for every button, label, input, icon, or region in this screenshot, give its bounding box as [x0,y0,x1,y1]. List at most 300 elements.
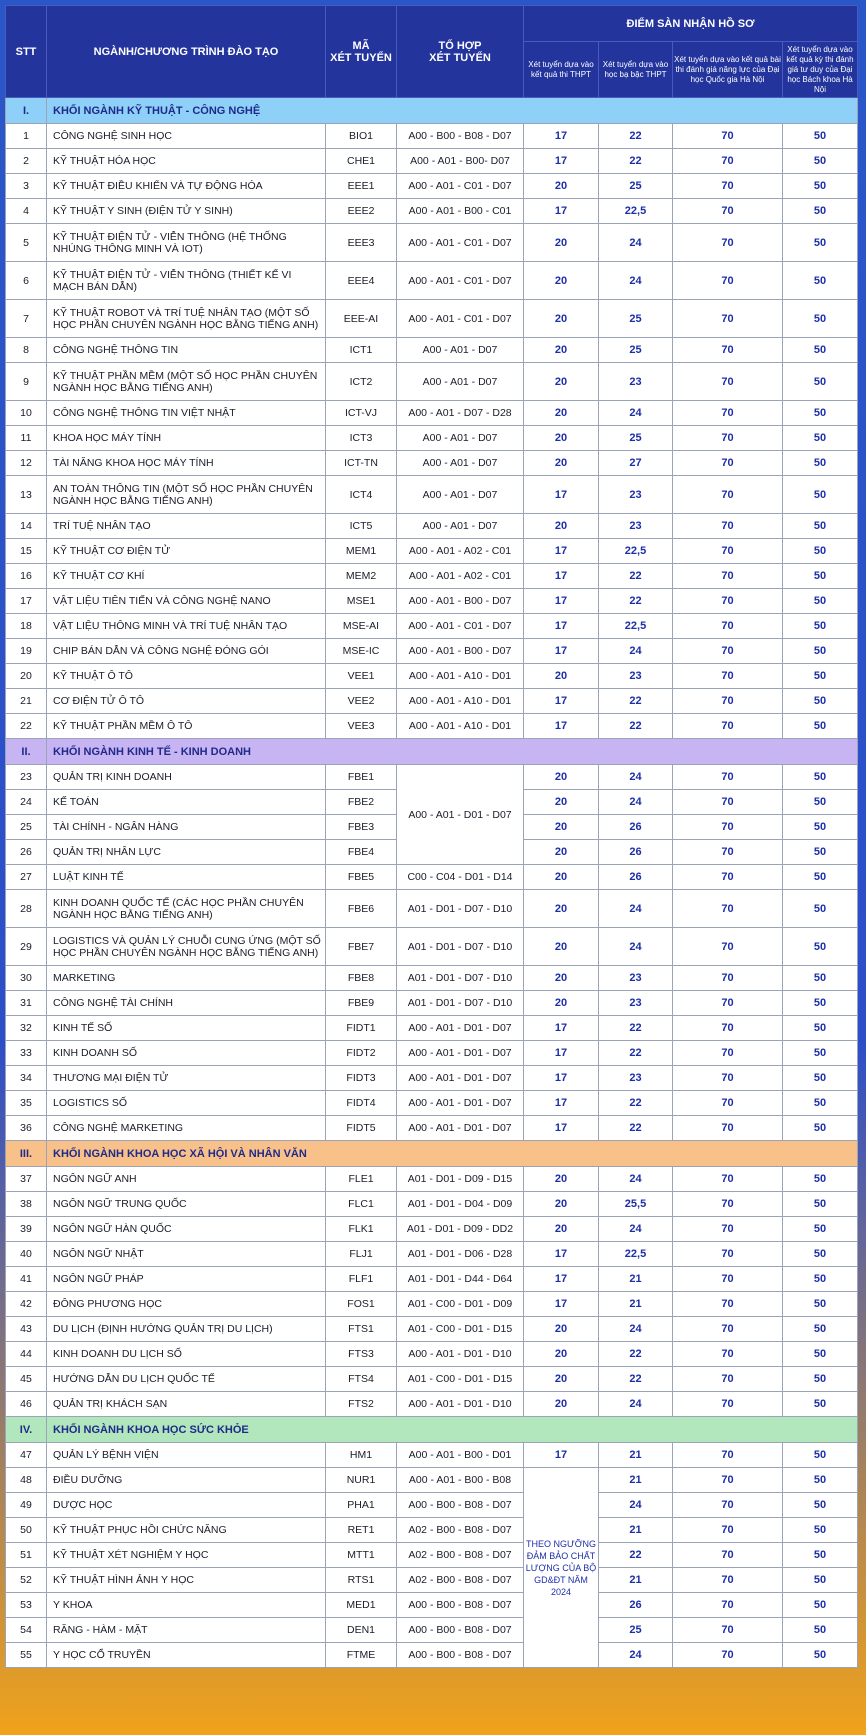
row-stt: 44 [6,1342,47,1367]
row-stt: 32 [6,1016,47,1041]
row-score-tsa: 50 [783,1317,858,1342]
row-score-hsa: 70 [673,1493,783,1518]
table-row [6,1493,858,1518]
table-row [6,1217,858,1242]
row-stt: 2 [6,149,47,174]
row-combo: A00 - A01 - A10 - D01 [397,689,524,714]
row-score-thpt: 20 [524,338,599,363]
row-code: EEE-AI [326,300,397,338]
row-program-name: CƠ ĐIỆN TỬ Ô TÔ [47,689,326,714]
row-score-hsa: 70 [673,363,783,401]
row-score-tsa: 50 [783,1618,858,1643]
row-stt: 8 [6,338,47,363]
row-stt: 53 [6,1593,47,1618]
row-combo: A00 - A01 - D01 - D10 [397,1342,524,1367]
row-code: FBE1 [326,765,397,790]
row-combo: A02 - B00 - B08 - D07 [397,1518,524,1543]
row-combo: A01 - D01 - D06 - D28 [397,1242,524,1267]
table-row [6,338,858,363]
row-program-name: NGÔN NGỮ PHÁP [47,1267,326,1292]
row-score-tsa: 50 [783,1242,858,1267]
row-stt: 35 [6,1091,47,1116]
row-score-thpt: 20 [524,865,599,890]
table-row [6,1292,858,1317]
row-code: RTS1 [326,1568,397,1593]
section-title: KHỐI NGÀNH KHOA HỌC XÃ HỘI VÀ NHÂN VĂN [47,1141,858,1167]
row-program-name: KỸ THUẬT CƠ ĐIỆN TỬ [47,539,326,564]
row-score-transcript: 26 [599,815,673,840]
table-row [6,149,858,174]
table-row [6,199,858,224]
row-program-name: LOGISTICS SỐ [47,1091,326,1116]
table-row [6,426,858,451]
row-score-hsa: 70 [673,451,783,476]
row-code: FTS4 [326,1367,397,1392]
row-score-tsa: 50 [783,199,858,224]
row-code: FTS3 [326,1342,397,1367]
row-score-transcript: 25 [599,300,673,338]
row-stt: 16 [6,564,47,589]
table-row [6,714,858,739]
row-combo: A00 - A01 - D01 - D07 [397,1041,524,1066]
section-title: KHỐI NGÀNH KINH TẾ - KINH DOANH [47,739,858,765]
row-stt: 17 [6,589,47,614]
row-score-tsa: 50 [783,840,858,865]
row-combo: A00 - A01 - D07 [397,476,524,514]
row-stt: 51 [6,1543,47,1568]
row-stt: 39 [6,1217,47,1242]
row-score-tsa: 50 [783,1493,858,1518]
row-score-hsa: 70 [673,865,783,890]
table-row [6,476,858,514]
row-score-hsa: 70 [673,1016,783,1041]
row-stt: 1 [6,124,47,149]
row-code: RET1 [326,1518,397,1543]
row-score-tsa: 50 [783,1568,858,1593]
row-combo: A00 - B00 - B08 - D07 [397,1593,524,1618]
row-program-name: VẬT LIỆU TIÊN TIẾN VÀ CÔNG NGHỆ NANO [47,589,326,614]
row-score-tsa: 50 [783,714,858,739]
row-stt: 31 [6,991,47,1016]
row-program-name: KỸ THUẬT ĐIỆN TỬ - VIỄN THÔNG (HỆ THỐNG NHÚNG THÔNG MINH VÀ IOT) [47,224,326,262]
row-score-hsa: 70 [673,224,783,262]
row-code: FIDT4 [326,1091,397,1116]
row-score-tsa: 50 [783,149,858,174]
row-program-name: CHIP BÁN DẪN VÀ CÔNG NGHỆ ĐÓNG GÓI [47,639,326,664]
row-score-transcript: 24 [599,890,673,928]
row-score-thpt: 17 [524,476,599,514]
row-code: ICT3 [326,426,397,451]
row-score-tsa: 50 [783,589,858,614]
row-score-transcript: 22,5 [599,199,673,224]
row-stt: 52 [6,1568,47,1593]
row-score-tsa: 50 [783,664,858,689]
row-score-thpt: 17 [524,1443,599,1468]
row-score-hsa: 70 [673,1066,783,1091]
table-row [6,689,858,714]
row-code: NUR1 [326,1468,397,1493]
header-combo [397,6,524,98]
row-combo: A00 - A01 - C01 - D07 [397,174,524,199]
row-score-tsa: 50 [783,1267,858,1292]
row-stt: 50 [6,1518,47,1543]
row-score-transcript: 23 [599,363,673,401]
row-stt: 37 [6,1167,47,1192]
row-combo: A02 - B00 - B08 - D07 [397,1568,524,1593]
row-score-hsa: 70 [673,149,783,174]
row-score-tsa: 50 [783,1443,858,1468]
row-score-hsa: 70 [673,639,783,664]
row-score-hsa: 70 [673,1267,783,1292]
row-score-transcript: 22 [599,1543,673,1568]
row-score-transcript: 24 [599,1167,673,1192]
row-combo: A00 - A01 - D01 - D07 [397,1016,524,1041]
row-score-thpt: 17 [524,1041,599,1066]
row-score-tsa: 50 [783,539,858,564]
row-combo: A00 - B00 - B08 - D07 [397,1493,524,1518]
header-code [326,6,397,98]
row-score-hsa: 70 [673,991,783,1016]
row-score-hsa: 70 [673,589,783,614]
header-sub-hsa: Xét tuyển dựa vào kết quả bài thi đánh giá năng lực của Đại học Quốc gia Hà Nội [673,42,783,98]
row-code: MSE-AI [326,614,397,639]
row-score-transcript: 24 [599,1392,673,1417]
header-combo-line1: TỔ HỢP [438,39,482,52]
table-row [6,1116,858,1141]
row-code: FLK1 [326,1217,397,1242]
row-score-hsa: 70 [673,1167,783,1192]
row-score-thpt: 20 [524,224,599,262]
row-program-name: DƯỢC HỌC [47,1493,326,1518]
row-score-tsa: 50 [783,451,858,476]
row-stt: 55 [6,1643,47,1668]
table-row [6,1242,858,1267]
row-score-transcript: 22,5 [599,614,673,639]
row-score-thpt: 20 [524,1217,599,1242]
row-combo: A00 - A01 - C01 - D07 [397,224,524,262]
row-combo: A00 - A01 - D07 - D28 [397,401,524,426]
row-combo: A00 - B00 - B08 - D07 [397,1618,524,1643]
row-combo: A01 - D01 - D44 - D64 [397,1267,524,1292]
table-row [6,514,858,539]
row-score-thpt: 20 [524,1317,599,1342]
row-program-name: CÔNG NGHỆ THÔNG TIN [47,338,326,363]
row-stt: 49 [6,1493,47,1518]
row-score-transcript: 21 [599,1518,673,1543]
row-program-name: DU LỊCH (ĐỊNH HƯỚNG QUẢN TRỊ DU LỊCH) [47,1317,326,1342]
row-program-name: NGÔN NGỮ TRUNG QUỐC [47,1192,326,1217]
row-score-tsa: 50 [783,174,858,199]
row-stt: 19 [6,639,47,664]
row-score-transcript: 24 [599,765,673,790]
row-program-name: Y HỌC CỔ TRUYỀN [47,1643,326,1668]
row-combo: A00 - A01 - B00 - B08 [397,1468,524,1493]
row-combo: A01 - C00 - D01 - D15 [397,1367,524,1392]
row-score-tsa: 50 [783,790,858,815]
row-stt: 6 [6,262,47,300]
section-header-row [6,98,858,124]
row-stt: 41 [6,1267,47,1292]
row-score-thpt: 20 [524,815,599,840]
table-row [6,1091,858,1116]
row-combo: A00 - A01 - D01 - D07 [397,1091,524,1116]
row-score-tsa: 50 [783,765,858,790]
row-program-name: KỸ THUẬT Y SINH (ĐIỆN TỬ Y SINH) [47,199,326,224]
row-score-transcript: 22 [599,714,673,739]
row-program-name: NGÔN NGỮ NHẬT [47,1242,326,1267]
row-score-hsa: 70 [673,1568,783,1593]
row-s1-note: THEO NGƯỠNG ĐẢM BẢO CHẤT LƯỢNG CỦA BỘ GD&ĐT NĂM 2024 [524,1468,599,1668]
row-score-tsa: 50 [783,639,858,664]
row-score-thpt: 20 [524,840,599,865]
row-score-hsa: 70 [673,614,783,639]
row-stt: 27 [6,865,47,890]
row-score-hsa: 70 [673,815,783,840]
row-code: FBE8 [326,966,397,991]
row-score-tsa: 50 [783,124,858,149]
row-score-hsa: 70 [673,1242,783,1267]
row-stt: 54 [6,1618,47,1643]
row-score-transcript: 23 [599,966,673,991]
row-score-tsa: 50 [783,1518,858,1543]
row-score-tsa: 50 [783,401,858,426]
row-score-transcript: 25 [599,1618,673,1643]
row-program-name: KINH DOANH DU LỊCH SỐ [47,1342,326,1367]
row-code: VEE2 [326,689,397,714]
row-score-transcript: 22 [599,1342,673,1367]
row-combo: A00 - A01 - B00 - D01 [397,1443,524,1468]
row-score-hsa: 70 [673,124,783,149]
row-score-thpt: 20 [524,363,599,401]
row-program-name: CÔNG NGHỆ MARKETING [47,1116,326,1141]
row-combo-merged: A00 - A01 - D01 - D07 [397,765,524,865]
table-row [6,1041,858,1066]
row-score-tsa: 50 [783,890,858,928]
row-score-hsa: 70 [673,426,783,451]
section-header-row [6,1141,858,1167]
row-program-name: ĐIỀU DƯỠNG [47,1468,326,1493]
row-stt: 23 [6,765,47,790]
row-combo: A01 - C00 - D01 - D15 [397,1317,524,1342]
row-combo: A00 - A01 - C01 - D07 [397,300,524,338]
row-score-hsa: 70 [673,714,783,739]
table-row [6,363,858,401]
admission-threshold-table-sheet [5,5,857,1668]
row-score-thpt: 17 [524,564,599,589]
row-score-transcript: 22 [599,149,673,174]
section-header-row [6,739,858,765]
row-score-thpt: 17 [524,1066,599,1091]
section-roman: I. [6,98,47,124]
row-program-name: THƯƠNG MẠI ĐIỆN TỬ [47,1066,326,1091]
row-stt: 29 [6,928,47,966]
row-score-thpt: 20 [524,1392,599,1417]
row-score-thpt: 20 [524,966,599,991]
row-score-tsa: 50 [783,1392,858,1417]
table-row [6,174,858,199]
row-score-transcript: 24 [599,401,673,426]
row-program-name: KỸ THUẬT ROBOT VÀ TRÍ TUỆ NHÂN TẠO (MỘT SỐ HỌC PHẦN CHUYÊN NGÀNH HỌC BẰNG TIẾNG ANH) [47,300,326,338]
table-row [6,664,858,689]
row-score-hsa: 70 [673,689,783,714]
row-program-name: KỸ THUẬT Ô TÔ [47,664,326,689]
row-program-name: KINH DOANH SỐ [47,1041,326,1066]
row-combo: A01 - D01 - D09 - D15 [397,1167,524,1192]
row-score-hsa: 70 [673,1618,783,1643]
row-stt: 47 [6,1443,47,1468]
row-combo: C00 - C04 - D01 - D14 [397,865,524,890]
row-program-name: RĂNG - HÀM - MẶT [47,1618,326,1643]
row-score-thpt: 20 [524,1192,599,1217]
admission-threshold-table [5,5,858,1668]
row-code: FIDT5 [326,1116,397,1141]
row-program-name: ĐÔNG PHƯƠNG HỌC [47,1292,326,1317]
row-code: FIDT3 [326,1066,397,1091]
row-score-hsa: 70 [673,765,783,790]
row-score-thpt: 17 [524,1016,599,1041]
row-code: FBE5 [326,865,397,890]
row-score-transcript: 21 [599,1267,673,1292]
row-score-hsa: 70 [673,174,783,199]
row-combo: A01 - D01 - D07 - D10 [397,928,524,966]
row-combo: A00 - A01 - D07 [397,338,524,363]
row-program-name: NGÔN NGỮ ANH [47,1167,326,1192]
table-row [6,890,858,928]
row-stt: 33 [6,1041,47,1066]
row-combo: A00 - A01 - D07 [397,451,524,476]
row-stt: 28 [6,890,47,928]
row-code: MSE1 [326,589,397,614]
row-score-tsa: 50 [783,564,858,589]
row-score-tsa: 50 [783,928,858,966]
row-score-hsa: 70 [673,514,783,539]
section-roman: II. [6,739,47,765]
row-score-tsa: 50 [783,1041,858,1066]
row-score-transcript: 21 [599,1292,673,1317]
header-code-line2: XÉT TUYỂN [330,51,392,64]
row-code: FTS1 [326,1317,397,1342]
row-stt: 21 [6,689,47,714]
header-stt: STT [6,6,47,98]
row-code: BIO1 [326,124,397,149]
row-code: FLC1 [326,1192,397,1217]
row-score-thpt: 17 [524,589,599,614]
row-score-tsa: 50 [783,476,858,514]
header-sub-transcript: Xét tuyển dựa vào học bạ bậc THPT [599,42,673,98]
row-score-thpt: 20 [524,1342,599,1367]
header-threshold: ĐIỂM SÀN NHẬN HỒ SƠ [524,6,858,42]
row-score-transcript: 23 [599,476,673,514]
row-combo: A00 - A01 - D01 - D10 [397,1392,524,1417]
row-score-tsa: 50 [783,1016,858,1041]
row-score-transcript: 24 [599,262,673,300]
row-score-thpt: 17 [524,714,599,739]
row-code: FBE7 [326,928,397,966]
row-score-thpt: 20 [524,1167,599,1192]
row-score-hsa: 70 [673,1091,783,1116]
row-score-tsa: 50 [783,689,858,714]
row-score-transcript: 22 [599,1041,673,1066]
row-score-hsa: 70 [673,1367,783,1392]
row-stt: 10 [6,401,47,426]
row-code: FTS2 [326,1392,397,1417]
row-score-thpt: 20 [524,300,599,338]
row-stt: 13 [6,476,47,514]
row-score-transcript: 22 [599,1367,673,1392]
row-code: MEM1 [326,539,397,564]
table-row [6,966,858,991]
row-combo: A01 - D01 - D07 - D10 [397,890,524,928]
row-score-transcript: 23 [599,991,673,1016]
row-score-hsa: 70 [673,840,783,865]
row-score-tsa: 50 [783,1217,858,1242]
row-stt: 25 [6,815,47,840]
row-code: ICT-VJ [326,401,397,426]
table-row [6,1518,858,1543]
row-stt: 12 [6,451,47,476]
row-score-transcript: 21 [599,1468,673,1493]
row-score-hsa: 70 [673,1643,783,1668]
row-score-tsa: 50 [783,1342,858,1367]
row-score-transcript: 24 [599,1317,673,1342]
row-program-name: CÔNG NGHỆ TÀI CHÍNH [47,991,326,1016]
row-program-name: VẬT LIỆU THÔNG MINH VÀ TRÍ TUỆ NHÂN TẠO [47,614,326,639]
row-stt: 43 [6,1317,47,1342]
table-row [6,1192,858,1217]
row-score-thpt: 17 [524,124,599,149]
row-code: ICT2 [326,363,397,401]
table-row [6,614,858,639]
table-row [6,1543,858,1568]
table-row [6,1167,858,1192]
row-combo: A00 - A01 - A02 - C01 [397,564,524,589]
row-stt: 45 [6,1367,47,1392]
row-score-tsa: 50 [783,363,858,401]
row-combo: A00 - B00 - B08 - D07 [397,1643,524,1668]
row-score-transcript: 22 [599,589,673,614]
row-score-transcript: 21 [599,1568,673,1593]
row-score-hsa: 70 [673,401,783,426]
row-score-transcript: 23 [599,664,673,689]
row-program-name: QUẢN TRỊ KHÁCH SẠN [47,1392,326,1417]
row-combo: A00 - A01 - D07 [397,426,524,451]
row-stt: 48 [6,1468,47,1493]
row-score-hsa: 70 [673,1192,783,1217]
row-stt: 24 [6,790,47,815]
row-score-tsa: 50 [783,1292,858,1317]
row-code: FBE6 [326,890,397,928]
row-score-thpt: 20 [524,991,599,1016]
table-row [6,262,858,300]
row-score-tsa: 50 [783,426,858,451]
row-code: FTME [326,1643,397,1668]
row-combo: A01 - D01 - D09 - DD2 [397,1217,524,1242]
row-score-hsa: 70 [673,1317,783,1342]
row-combo: A00 - A01 - C01 - D07 [397,262,524,300]
row-score-hsa: 70 [673,664,783,689]
row-score-thpt: 17 [524,1116,599,1141]
row-stt: 20 [6,664,47,689]
table-row [6,451,858,476]
row-program-name: KỸ THUẬT ĐIỆN TỬ - VIỄN THÔNG (THIẾT KẾ VI MẠCH BÁN DẪN) [47,262,326,300]
row-score-transcript: 24 [599,928,673,966]
row-score-tsa: 50 [783,300,858,338]
row-code: HM1 [326,1443,397,1468]
row-combo: A01 - D01 - D07 - D10 [397,991,524,1016]
row-program-name: KHOA HỌC MÁY TÍNH [47,426,326,451]
row-score-transcript: 26 [599,840,673,865]
table-row [6,928,858,966]
